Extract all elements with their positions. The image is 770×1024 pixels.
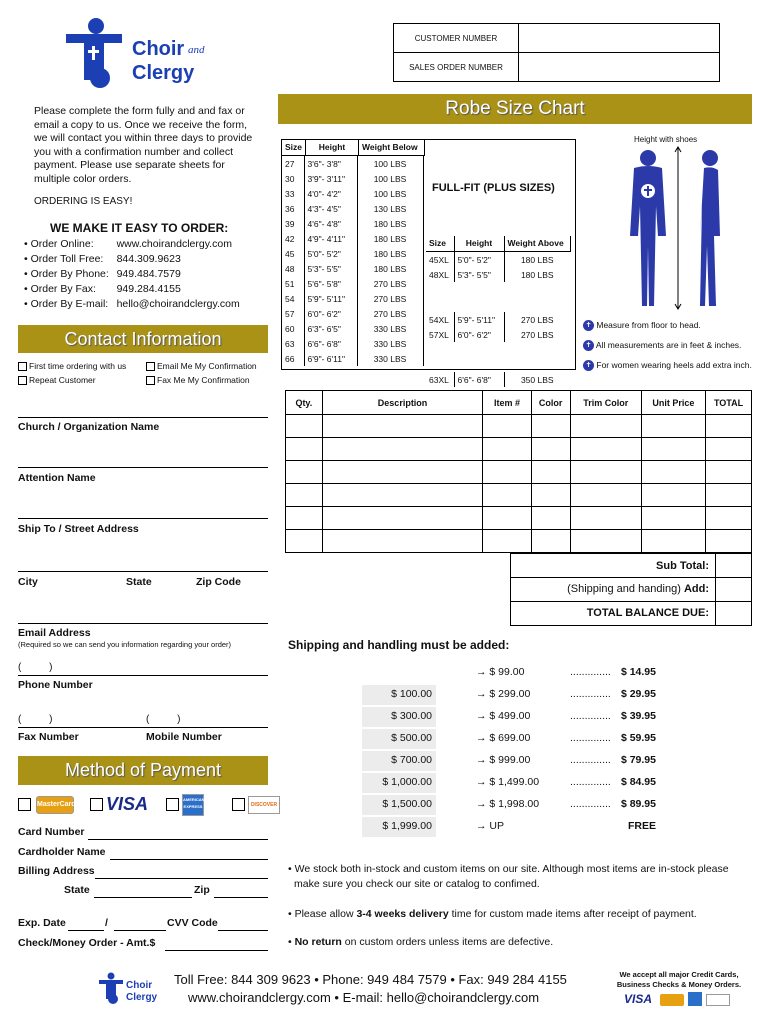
order-method-value: 844.309.9623 (116, 253, 181, 265)
order-method-value: 949.284.4155 (116, 283, 181, 295)
order-cell[interactable] (531, 461, 570, 484)
exp-slash: / (105, 917, 108, 929)
ship-fee: $ 39.95 (620, 710, 656, 722)
size-cell: 6'3"- 6'5" (304, 321, 357, 336)
order-cell[interactable] (322, 461, 483, 484)
size-cell: 180 LBS (357, 231, 423, 246)
shipping-row (290, 662, 670, 684)
order-header-4: Trim Color (570, 391, 641, 415)
fullfit-cell: 63XL (426, 372, 454, 387)
brand-logo (62, 16, 222, 90)
discover-icon: DISCOVER (248, 796, 280, 814)
fullfit-row (426, 312, 570, 327)
ship-to: → UP (476, 820, 505, 832)
billing-state-field[interactable] (94, 884, 192, 898)
brand-and: and (188, 44, 205, 56)
order-cell[interactable] (641, 415, 705, 438)
check-fax-confirmation[interactable]: Fax Me My Confirmation (146, 375, 250, 385)
size-cell: 100 LBS (357, 156, 423, 171)
order-cell[interactable] (322, 415, 483, 438)
ship-from: $ 500.00 (391, 732, 432, 744)
order-cell[interactable] (570, 438, 641, 461)
footer-brand-choir: Choir (126, 980, 153, 991)
size-cell: 4'3"- 4'5" (304, 201, 357, 216)
size-cell: 6'9"- 6'11" (304, 351, 357, 366)
ship-from: $ 300.00 (391, 710, 432, 722)
size-cell: 130 LBS (357, 201, 423, 216)
robe-figures-icon (620, 146, 730, 316)
info-icon: ✝ (583, 360, 594, 371)
order-cell[interactable] (570, 415, 641, 438)
order-cell[interactable] (322, 438, 483, 461)
size-row (282, 171, 423, 186)
order-cell[interactable] (322, 484, 483, 507)
size-row (282, 306, 423, 321)
shipping-label: (Shipping and handing) Add: (567, 583, 709, 595)
shipping-row (290, 684, 670, 706)
balance-label: TOTAL BALANCE DUE: (586, 607, 709, 619)
size-cell: 42 (282, 231, 304, 246)
sales-order-label: SALES ORDER NUMBER (394, 53, 519, 82)
fullfit-cell: 270 LBS (520, 329, 554, 340)
fullfit-row (426, 267, 570, 282)
size-cell: 100 LBS (357, 171, 423, 186)
order-row (286, 507, 752, 530)
ship-fee: $ 79.95 (620, 754, 656, 766)
order-method: • Order By E-mail: hello@choirandclergy.com (24, 298, 240, 310)
order-cell[interactable] (641, 461, 705, 484)
ship-fee: $ 84.95 (620, 776, 656, 788)
fullfit-cell: 45XL (426, 252, 454, 267)
fullfit-cell: 270 LBS (520, 314, 554, 325)
order-method: • Order By Phone: 949.484.7579 (24, 268, 181, 280)
size-row (282, 216, 423, 231)
height-with-shoes-label: Height with shoes (634, 135, 698, 144)
order-cell[interactable] (483, 507, 531, 530)
ship-fee: $ 29.95 (620, 688, 656, 700)
contact-information-title: Contact Information (18, 325, 268, 353)
order-cell[interactable] (483, 461, 531, 484)
exp-date-label: Exp. Date (18, 917, 66, 929)
shipping-table (290, 662, 670, 842)
ship-from: $ 1,000.00 (382, 776, 432, 788)
order-cell[interactable] (570, 461, 641, 484)
size-cell: 33 (282, 186, 304, 201)
cvv-label: CVV Code (167, 917, 218, 929)
billing-field[interactable] (95, 865, 268, 879)
billing-zip-field[interactable] (214, 884, 268, 898)
cardholder-label: Cardholder Name (18, 846, 106, 858)
size-cell: 6'6"- 6'8" (304, 336, 357, 351)
balance-field[interactable] (715, 602, 752, 625)
size-cell: 270 LBS (357, 276, 423, 291)
size-cell: 60 (282, 321, 304, 336)
ship-to: → $ 299.00 (476, 688, 531, 700)
size-cell: 39 (282, 216, 304, 231)
phone-field[interactable] (18, 662, 268, 676)
fax-field[interactable] (18, 714, 268, 728)
church-field[interactable] (18, 404, 268, 418)
phone-paren: ( ) (18, 662, 53, 673)
brand-name-clergy: Clergy (132, 62, 195, 84)
visa-icon: VISA (106, 794, 149, 814)
order-cell[interactable] (531, 438, 570, 461)
size-cell: 330 LBS (357, 321, 423, 336)
ship-to: → $ 999.00 (476, 754, 531, 766)
fullfit-cell: 350 LBS (520, 374, 554, 385)
ship-dots: .............. (570, 798, 611, 810)
size-cell: 180 LBS (357, 261, 423, 276)
order-cell[interactable] (286, 415, 323, 438)
size-cell: 330 LBS (357, 351, 423, 366)
ship-dots: .............. (570, 688, 611, 700)
footer-contact-line: Toll Free: 844 309 9623 • Phone: 949 484 7579 • Fax: 949 284 4155 (174, 972, 567, 987)
size-row (282, 186, 423, 201)
fullfit-row (426, 327, 570, 342)
order-cell[interactable] (531, 507, 570, 530)
size-row (282, 246, 423, 261)
subtotal-field[interactable] (715, 554, 752, 577)
fullfit-cell: 57XL (426, 327, 454, 342)
shipping-note: • We stock both in-stock and custom items on our site. Although most items are in-stock please make sure you check our site or catalog to confimed. (288, 863, 729, 890)
check-repeat-customer[interactable]: Repeat Customer (18, 375, 96, 385)
order-cell[interactable] (706, 438, 752, 461)
check-email-confirmation[interactable]: Email Me My Confirmation (146, 361, 257, 371)
footer-visa-icon: VISA (624, 992, 653, 1006)
order-method: • Order By Fax: 949.284.4155 (24, 283, 181, 295)
mobile-label: Mobile Number (146, 731, 222, 743)
logo-mark-icon (62, 16, 132, 90)
order-row (286, 415, 752, 438)
order-methods (24, 238, 264, 313)
size-cell: 66 (282, 351, 304, 366)
order-method-value[interactable]: hello@choirandclergy.com (116, 298, 240, 310)
ship-from: $ 1,999.00 (382, 820, 432, 832)
order-cell[interactable] (286, 461, 323, 484)
order-cell[interactable] (706, 461, 752, 484)
billing-zip-label: Zip (194, 884, 210, 896)
sales-order-field[interactable] (519, 53, 720, 82)
order-cell[interactable] (641, 530, 705, 553)
order-method-value: 949.484.7579 (116, 268, 181, 280)
amex-checkbox[interactable] (166, 798, 179, 811)
size-cell: 6'0"- 6'2" (304, 306, 357, 321)
cvv-field[interactable] (218, 917, 268, 931)
size-cell: 54 (282, 291, 304, 306)
fullfit-row (426, 252, 570, 267)
info-icon: ✝ (583, 320, 594, 331)
ship-to: → $ 699.00 (476, 732, 531, 744)
size-cell: 270 LBS (357, 291, 423, 306)
check-amount-field[interactable] (165, 937, 268, 951)
shipping-row (290, 728, 670, 750)
check-first-time[interactable]: First time ordering with us (18, 361, 126, 371)
mastercard-icon: MasterCard (36, 796, 74, 814)
order-method-value[interactable]: www.choirandclergy.com (116, 238, 232, 250)
subtotal-row (510, 553, 752, 578)
size-cell: 45 (282, 246, 304, 261)
exp-month-field[interactable] (68, 917, 104, 931)
robe-size-chart-title: Robe Size Chart (278, 94, 752, 124)
size-cell: 270 LBS (357, 306, 423, 321)
ship-to: → $ 99.00 (476, 666, 525, 678)
size-cell: 180 LBS (357, 216, 423, 231)
ship-to: → $ 1,998.00 (476, 798, 540, 810)
shipping-row (290, 816, 670, 838)
footer-web-line[interactable]: www.choirandclergy.com • E-mail: hello@choirandclergy.com (188, 990, 540, 1005)
order-cell[interactable] (483, 438, 531, 461)
size-cell: 4'9"- 4'11" (304, 231, 357, 246)
fullfit-cell: 6'0"- 6'2" (454, 327, 504, 342)
ordering-easy: ORDERING IS EASY! (34, 196, 133, 207)
city-label: City (18, 576, 38, 588)
ship-dots: .............. (570, 732, 611, 744)
size-cell: 27 (282, 156, 304, 171)
size-cell: 51 (282, 276, 304, 291)
order-cell[interactable] (531, 415, 570, 438)
order-cell[interactable] (483, 530, 531, 553)
amex-icon: AMERICAN EXPRESS (182, 794, 204, 816)
ship-fee: FREE (627, 820, 656, 832)
order-cell[interactable] (570, 530, 641, 553)
size-cell: 180 LBS (357, 246, 423, 261)
city-field[interactable] (18, 558, 268, 572)
footer-amex-icon (688, 992, 702, 1006)
footer-logo (98, 972, 168, 1006)
phone-label: Phone Number (18, 679, 93, 691)
method-of-payment-title: Method of Payment (18, 756, 268, 785)
order-cell[interactable] (286, 530, 323, 553)
size-cell: 36 (282, 201, 304, 216)
fullfit-cell: 5'3"- 5'5" (454, 267, 504, 282)
order-cell[interactable] (570, 507, 641, 530)
order-cell[interactable] (483, 484, 531, 507)
size-cell: 4'6"- 4'8" (304, 216, 357, 231)
order-cell[interactable] (322, 507, 483, 530)
ship-to: → $ 499.00 (476, 710, 531, 722)
zip-label: Zip Code (196, 576, 241, 588)
order-cell[interactable] (641, 438, 705, 461)
shipping-note: • No return on custom orders unless items are defective. (288, 936, 554, 948)
size-row (282, 261, 423, 276)
order-table (285, 390, 752, 553)
size-row (282, 291, 423, 306)
order-cell[interactable] (286, 438, 323, 461)
size-row (282, 351, 423, 366)
order-header-3: Color (531, 391, 570, 415)
size-cell: 3'6"- 3'8" (304, 156, 357, 171)
shipping-note: • Please allow 3-4 weeks delivery time for custom made items after receipt of payment. (288, 908, 697, 920)
size-row (282, 321, 423, 336)
shipping-row (290, 794, 670, 816)
shipping-row (290, 772, 670, 794)
order-row (286, 438, 752, 461)
size-cell: 4'0"- 4'2" (304, 186, 357, 201)
ship-fee: $ 89.95 (620, 798, 656, 810)
state-label: State (126, 576, 152, 588)
order-cell[interactable] (286, 507, 323, 530)
email-note: (Required so we can send you information regarding your order) (18, 640, 232, 649)
ship-to-field[interactable] (18, 505, 268, 519)
robe-note: ✝ Measure from floor to head. (583, 320, 763, 340)
shipping-title: Shipping and handling must be added: (288, 638, 510, 652)
size-cell: 63 (282, 336, 304, 351)
footer-cards (624, 992, 744, 1006)
robe-note: ✝ All measurements are in feet & inches. (583, 340, 763, 360)
order-header-5: Unit Price (641, 391, 705, 415)
size-row (282, 231, 423, 246)
order-row (286, 484, 752, 507)
order-cell[interactable] (531, 530, 570, 553)
mastercard-checkbox[interactable] (18, 798, 31, 811)
shipping-field[interactable] (715, 578, 752, 601)
order-cell[interactable] (483, 415, 531, 438)
balance-row (510, 602, 752, 626)
fullfit-cell: 180 LBS (520, 254, 554, 265)
brand-name-choir: Choir (132, 38, 185, 60)
size-row (282, 336, 423, 351)
visa-checkbox[interactable] (90, 798, 103, 811)
ship-from: $ 100.00 (391, 688, 432, 700)
attention-field[interactable] (18, 454, 268, 468)
fullfit-cell: 180 LBS (520, 269, 554, 280)
footer-discover-icon (706, 994, 730, 1006)
card-options (18, 794, 278, 816)
order-header-2: Item # (483, 391, 531, 415)
size-row (282, 276, 423, 291)
order-heading: WE MAKE IT EASY TO ORDER: (50, 221, 229, 235)
size-cell: 100 LBS (357, 186, 423, 201)
order-cell[interactable] (322, 530, 483, 553)
discover-checkbox[interactable] (232, 798, 245, 811)
size-row (282, 201, 423, 216)
fullfit-cell: 6'6"- 6'8" (454, 372, 504, 387)
size-cell: 48 (282, 261, 304, 276)
footer-mastercard-icon (660, 994, 684, 1006)
size-cell: 30 (282, 171, 304, 186)
size-row (282, 156, 423, 171)
check-label: Check/Money Order - Amt.$ (18, 937, 156, 949)
ship-dots: .............. (570, 754, 611, 766)
card-number-label: Card Number (18, 826, 85, 838)
ship-fee: $ 59.95 (620, 732, 656, 744)
billing-state-label: State (64, 884, 90, 896)
size-cell: 5'9"- 5'11" (304, 291, 357, 306)
order-cell[interactable] (706, 530, 752, 553)
customer-box (393, 23, 720, 82)
footer-accept: We accept all major Credit Cards, Business Checks & Money Orders. (616, 970, 742, 989)
shipping-row (290, 750, 670, 772)
card-number-field[interactable] (88, 826, 268, 840)
robe-size-table: Size Height Weight Below 27 3'6"- 3'8" 100 LBS 30 3'9"- 3'11" 100 LBS 33 4'0"- 4'2" 100 LBS 36 4'3"- 4'5" 130 LBS 39 4'6"- 4'8" 180 LBS 42 4'9"- 4'11" 180 LBS 45 5'0"- 5'2" 180 LBS 48 5'3"- 5'5" 180 LBS 51 5'6"- 5'8" 270 LBS 54 5'9"- 5'11" 270 LBS 57 6'0"- 6'2" 270 LBS 60 6'3"- 6'5" 330 LBS 63 6'6"- 6'8" 330 LBS 66 6'9"- 6'11" 330 LBS FULL-FIT (PLUS SIZES) Size Height Weight Above 45XL 5'0"- 5'2" 180 LBS 48XL 5'3"- 5'5" 180 LBS 54XL 5'9"- 5'11" 270 LBS 57XL 6'0"- 6'2" 270 LBS 63XL 6'6"- 6'8" 350 LBS (281, 139, 576, 370)
exp-year-field[interactable] (114, 917, 166, 931)
email-field[interactable] (18, 610, 268, 624)
ship-to: → $ 1,499.00 (476, 776, 540, 788)
robe-note: ✝ For women wearing heels add extra inch. (583, 360, 763, 380)
fullfit-cell: 48XL (426, 267, 454, 282)
order-cell[interactable] (531, 484, 570, 507)
footer-brand-clergy: Clergy (126, 992, 158, 1003)
mobile-paren: ( ) (146, 714, 181, 725)
shipping-row (290, 706, 670, 728)
order-header-6: TOTAL (706, 391, 752, 415)
ship-to-label: Ship To / Street Address (18, 523, 139, 535)
order-header-1: Description (322, 391, 483, 415)
order-header-0: Qty. (286, 391, 323, 415)
footer-logo-icon (98, 972, 124, 1004)
order-cell[interactable] (286, 484, 323, 507)
order-cell[interactable] (706, 484, 752, 507)
order-cell[interactable] (706, 507, 752, 530)
ship-dots: .............. (570, 710, 611, 722)
attention-label: Attention Name (18, 472, 96, 484)
customer-number-field[interactable] (519, 24, 720, 53)
customer-number-label: CUSTOMER NUMBER (394, 24, 519, 53)
ship-dots: .............. (570, 776, 611, 788)
fullfit-cell: 5'0"- 5'2" (454, 252, 504, 267)
robe-notes (583, 320, 763, 380)
info-icon: ✝ (583, 340, 594, 351)
order-cell[interactable] (641, 484, 705, 507)
fax-paren: ( ) (18, 714, 53, 725)
fullfit-title: FULL-FIT (PLUS SIZES) (432, 182, 555, 194)
billing-label: Billing Address (18, 865, 95, 877)
order-method: • Order Online: www.choirandclergy.com (24, 238, 232, 250)
fullfit-cell: 54XL (426, 312, 454, 327)
subtotal-label: Sub Total: (656, 560, 709, 572)
size-cell: 330 LBS (357, 336, 423, 351)
fax-label: Fax Number (18, 731, 79, 743)
ship-dots: .............. (570, 666, 611, 678)
email-label: Email Address (18, 627, 91, 639)
size-cell: 57 (282, 306, 304, 321)
size-cell: 3'9"- 3'11" (304, 171, 357, 186)
order-cell[interactable] (570, 484, 641, 507)
ship-fee: $ 14.95 (620, 666, 656, 678)
size-cell: 5'0"- 5'2" (304, 246, 357, 261)
size-cell: 5'6"- 5'8" (304, 276, 357, 291)
ship-from: $ 700.00 (391, 754, 432, 766)
size-cell: 5'3"- 5'5" (304, 261, 357, 276)
order-row (286, 530, 752, 553)
order-cell[interactable] (706, 415, 752, 438)
fullfit-row (426, 372, 570, 387)
cardholder-field[interactable] (110, 846, 268, 860)
order-cell[interactable] (641, 507, 705, 530)
intro-text: Please complete the form fully and and fax or email a copy to us. Once we receive the form, we will contact you within three days to provide you with a confirmation number and collect payment. Please use separate sheets for multiple color orders. (34, 105, 253, 185)
order-row (286, 461, 752, 484)
shipping-row (510, 578, 752, 602)
church-label: Church / Organization Name (18, 421, 160, 433)
order-method: • Order Toll Free: 844.309.9623 (24, 253, 181, 265)
fullfit-cell: 5'9"- 5'11" (454, 312, 504, 327)
ship-from: $ 1,500.00 (382, 798, 432, 810)
